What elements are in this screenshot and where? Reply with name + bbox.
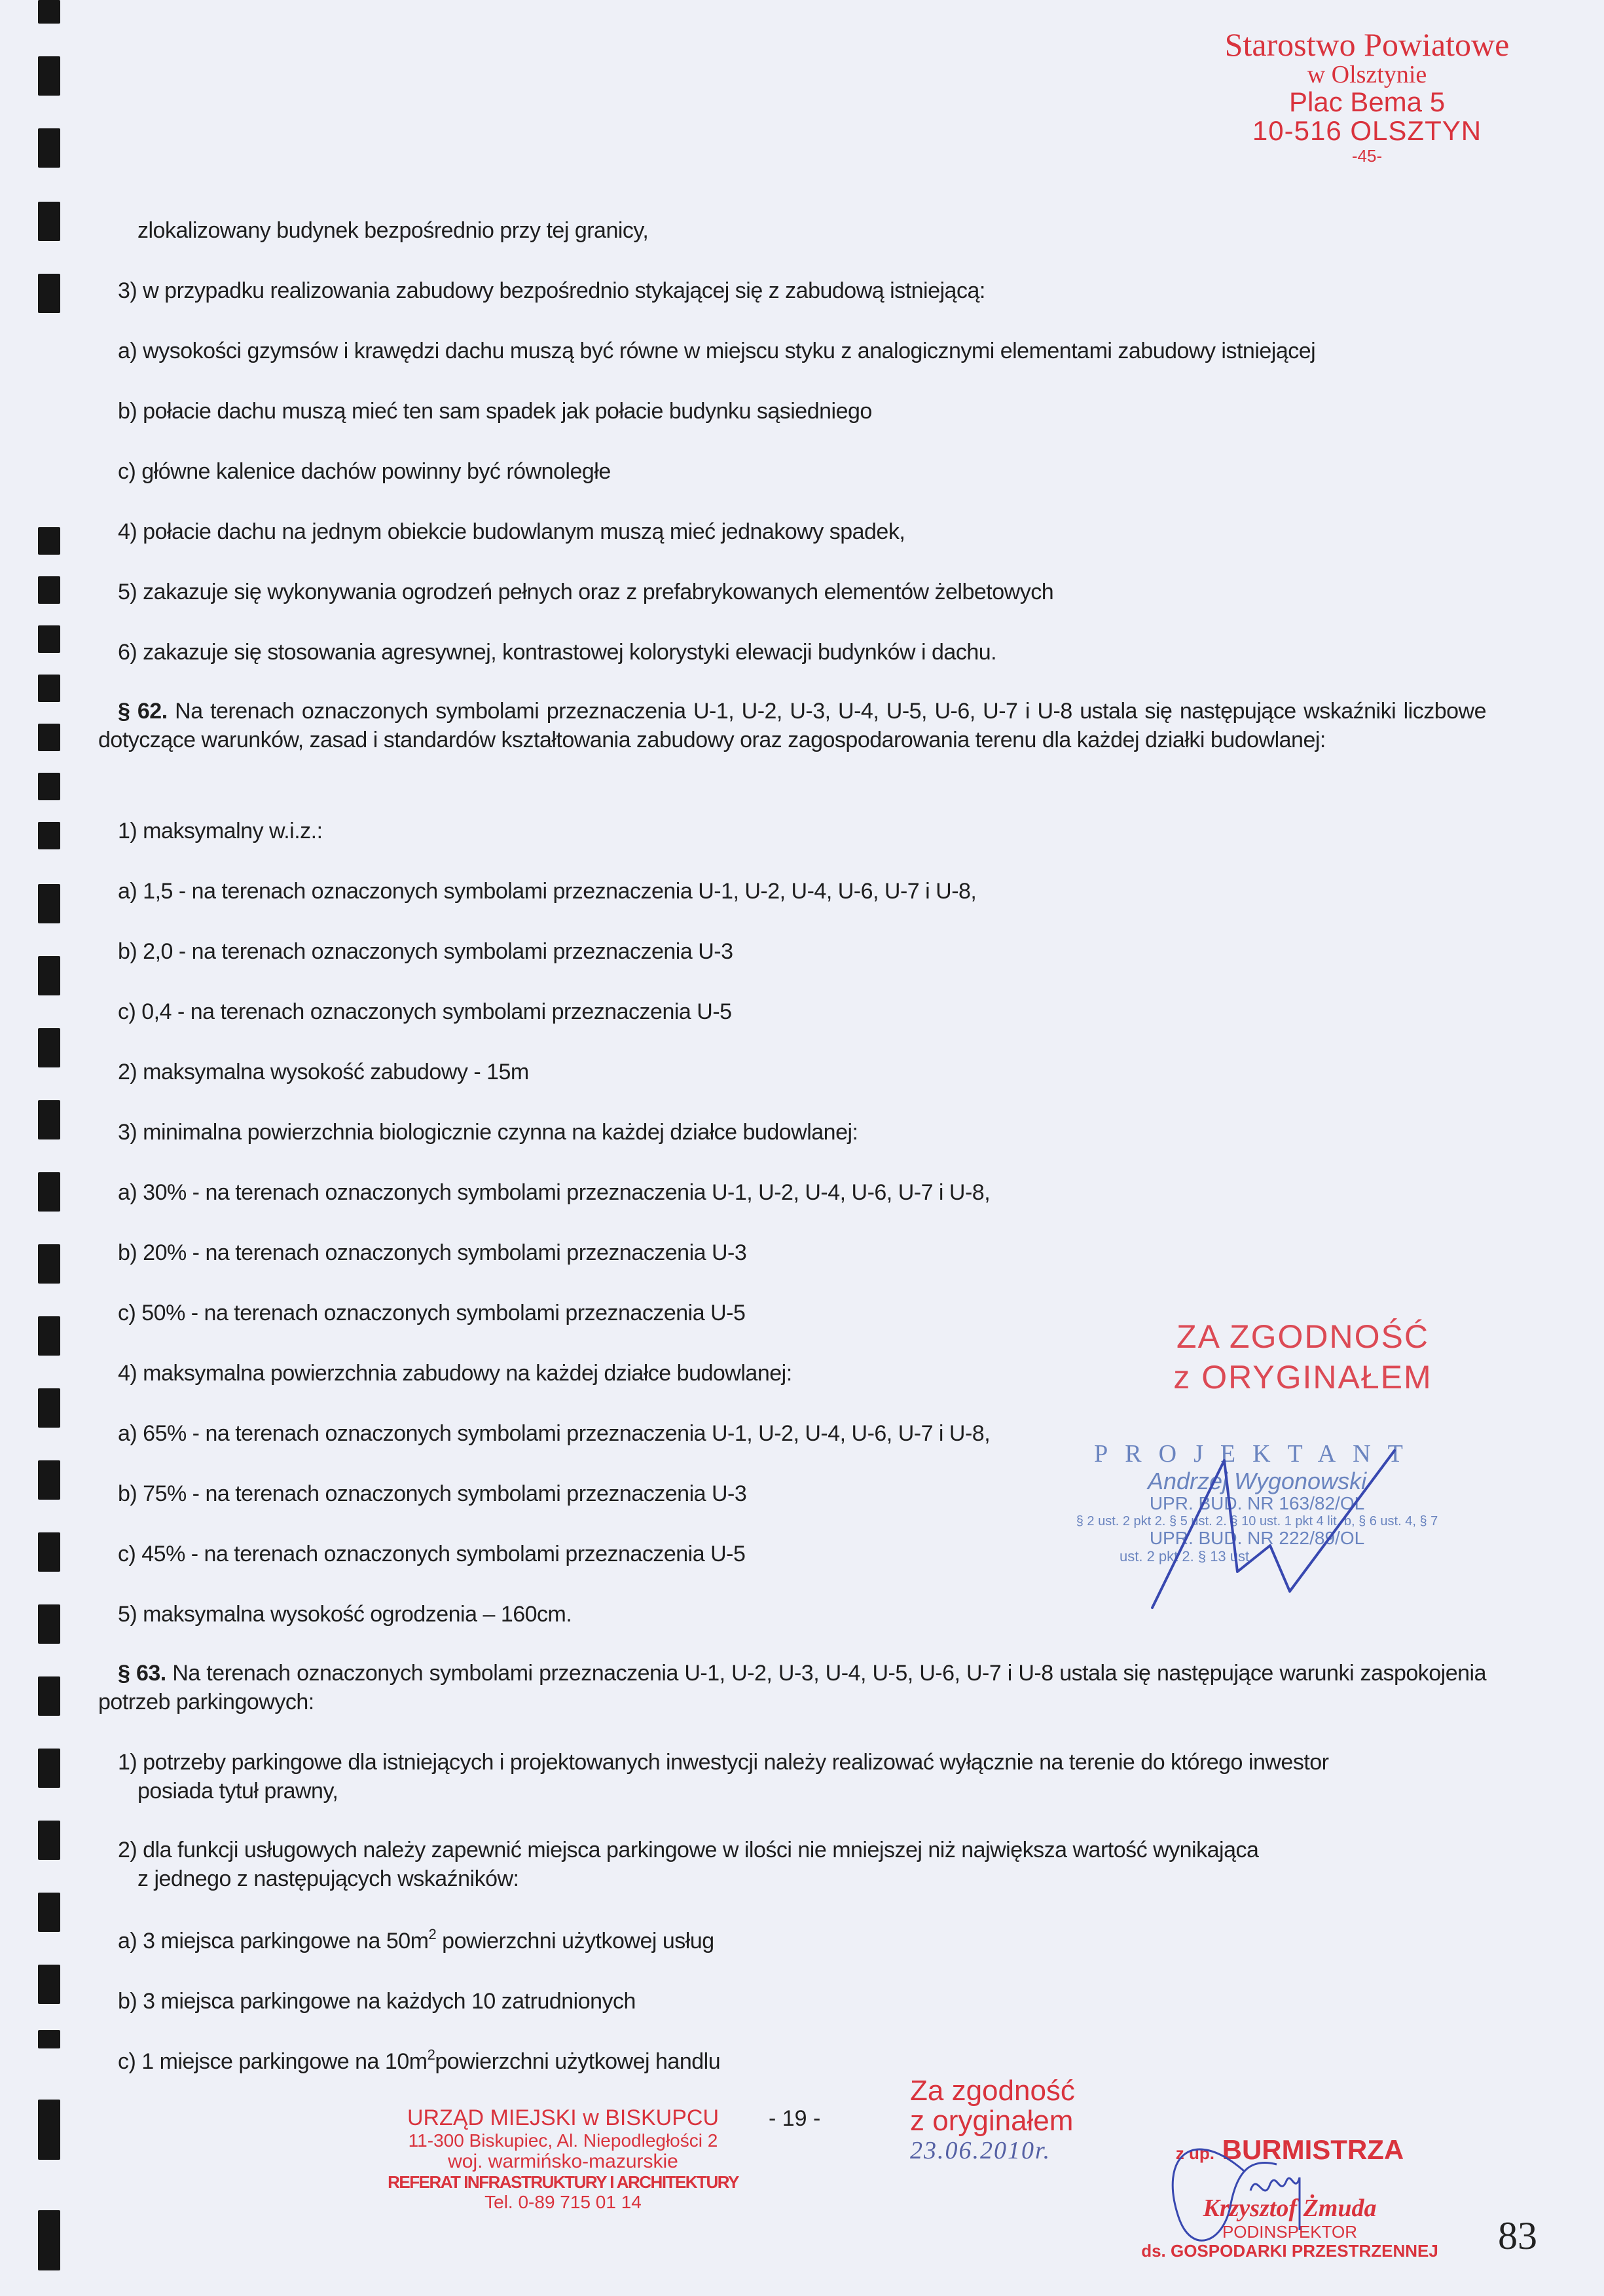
list-item-text: a) 3 miejsca parkingowe na 50m [118,1929,429,1953]
text-line: 6) zakazuje się stosowania agresywnej, kontrastowej kolorystyki elewacji budynków i dachu. [118,640,997,665]
binder-mark [38,274,60,313]
paragraph-label: § 62. [118,699,168,724]
paragraph-text: Na terenach oznaczonych symbolami przeznaczenia U-1, U-2, U-3, U-4, U-5, U-6, U-7 i U-8 ustala się następujące wskaźniki liczbowe dotyczące warunków, zasad i standardów kształtowania zabudowy oraz zagospodarowania terenu dla każdej działki budowlanej: [98,699,1487,752]
stamp-name: Krzysztof Żmuda [1203,2194,1377,2223]
stamp-line: URZĄD MIEJSKI w BISKUPCU [407,2105,720,2130]
list-item: 5) maksymalna wysokość ogrodzenia – 160cm. [118,1602,572,1627]
list-item: 2) maksymalna wysokość zabudowy - 15m [118,1060,529,1084]
stamp-page-ref: -45- [1351,145,1383,166]
binder-mark [38,56,60,96]
list-item: 2) dla funkcji usługowych należy zapewnić miejsca parkingowe w ilości nie mniejszej niż największa wartość wynikająca [118,1838,1259,1862]
stamp-title [1126,2135,1453,2165]
paragraph-label: § 63. [118,1661,166,1686]
list-item: a) 1,5 - na terenach oznaczonych symbolami przeznaczenia U-1, U-2, U-4, U-6, U-7 i U-8, [118,879,977,904]
binder-mark [38,0,60,24]
binder-mark [38,2030,60,2048]
stamp-line: Plac Bema 5 [1288,86,1446,118]
superscript: 2 [427,2046,435,2063]
binder-mark [38,625,60,653]
binder-mark [38,675,60,702]
text-line: zlokalizowany budynek bezpośrednio przy tej granicy, [137,218,649,243]
stamp-line: w Olsztynie [1307,60,1427,88]
text-line: a) wysokości gzymsów i krawędzi dachu muszą być równe w miejscu styku z analogicznymi elementami zabudowy istniejącej [118,339,1316,363]
binder-mark [38,1604,60,1644]
list-item: c) 45% - na terenach oznaczonych symbolami przeznaczenia U-5 [118,1542,746,1566]
stamp-scope: § 2 ust. 2 pkt 2. § 5 ust. 2. § 10 ust. 1 pkt 4 lit. b, § 6 ust. 4, § 7 [1076,1514,1438,1529]
stamp-line: Tel. 0-89 715 01 14 [484,2192,642,2213]
binder-mark [38,2210,60,2270]
binder-mark [38,1749,60,1788]
stamp-scope: ust. 2 pkt 2. § 13 ust. [1120,1547,1254,1565]
stamp-line: ZA ZGODNOŚĆ [1176,1318,1429,1355]
stamp-position: PODINSPEKTOR [1222,2221,1358,2242]
text-line: c) główne kalenice dachów powinny być równoległe [118,459,611,484]
list-item [118,2046,721,2075]
binder-mark [38,1028,60,1067]
starostwo-stamp [1216,28,1518,165]
list-item: b) 3 miejsca parkingowe na każdych 10 zatrudnionych [118,1989,636,2014]
handwritten-date: 23.06.2010r. [910,2137,1051,2164]
stamp-line: Starostwo Powiatowe [1224,26,1510,63]
binder-mark [38,1965,60,2004]
list-item: 1) potrzeby parkingowe dla istniejących i projektowanych inwestycji należy realizować wyłącznie na terenie do którego inwestor [118,1750,1329,1775]
stamp-title-text: BURMISTRZA [1222,2134,1404,2165]
list-item: 1) maksymalny w.i.z.: [118,819,323,843]
superscript: 2 [428,1926,437,1942]
text-line: 3) w przypadku realizowania zabudowy bezpośrednio stykającej się z zabudową istniejącą: [118,278,985,303]
binder-mark [38,773,60,800]
binder-mark [38,1316,60,1356]
list-item-text: c) 1 miejsce parkingowe na 10m [118,2049,428,2074]
list-item: b) 75% - na terenach oznaczonych symbolami przeznaczenia U-3 [118,1481,747,1506]
stamp-line: Za zgodność [910,2075,1075,2107]
binder-mark [38,202,60,241]
binder-mark [38,1388,60,1428]
stamp-license: UPR. BUD. NR 163/82/OL [1149,1493,1365,1514]
certified-copy-stamp [1159,1316,1447,1398]
paragraph-text: Na terenach oznaczonych symbolami przeznaczenia U-1, U-2, U-3, U-4, U-5, U-6, U-7 i U-8 ustala się następujące warunki zaspokojenia potrzeb parkingowych: [98,1661,1487,1714]
stamp-line: z oryginałem [910,2105,1074,2137]
list-item-text: powierzchni użytkowej usług [436,1929,714,1953]
binder-mark [38,724,60,751]
list-item: b) 20% - na terenach oznaczonych symbolami przeznaczenia U-3 [118,1240,747,1265]
list-item-continuation: posiada tytuł prawny, [137,1779,338,1804]
certified-copy-stamp-small [910,2076,1075,2136]
list-item: 3) minimalna powierzchnia biologicznie czynna na każdej działce budowlanej: [118,1120,858,1145]
designer-stamp [1074,1441,1440,1565]
binder-mark [38,1172,60,1212]
list-item: b) 2,0 - na terenach oznaczonych symbolami przeznaczenia U-3 [118,939,733,964]
stamp-license: UPR. BUD. NR 222/89/OL [1149,1528,1365,1549]
text-line: 4) połacie dachu na jednym obiekcie budowlanym muszą mieć jednakowy spadek, [118,519,905,544]
list-item: 4) maksymalna powierzchnia zabudowy na każdej działce budowlanej: [118,1361,792,1386]
stamp-line: REFERAT INFRASTRUKTURY I ARCHITEKTURY [388,2172,738,2193]
binder-mark [38,1244,60,1284]
stamp-title: PROJEKTANT [1094,1440,1420,1468]
stamp-name: Andrzej Wygonowski [1147,1467,1367,1494]
paragraph-62 [98,697,1486,754]
list-item: a) 30% - na terenach oznaczonych symbolami przeznaczenia U-1, U-2, U-4, U-6, U-7 i U-8, [118,1180,991,1205]
stamp-prefix: z up. [1175,2143,1214,2163]
sheet-number: 83 [1498,2214,1537,2257]
list-item: c) 50% - na terenach oznaczonych symbolami przeznaczenia U-5 [118,1301,746,1325]
stamp-line: z ORYGINAŁEM [1173,1359,1432,1396]
list-item [118,1926,714,1954]
binder-mark [38,527,60,555]
paragraph-63 [98,1659,1486,1716]
stamp-line: woj. warmińsko-mazurskie [448,2151,678,2173]
binder-margin-marks [38,0,62,2296]
stamp-department: ds. GOSPODARKI PRZESTRZENNEJ [1141,2240,1438,2261]
binder-mark [38,884,60,923]
list-item: c) 0,4 - na terenach oznaczonych symbolami przeznaczenia U-5 [118,999,732,1024]
stamp-line: 10-516 OLSZTYN [1252,115,1482,147]
binder-mark [38,1460,60,1500]
binder-mark [38,1532,60,1572]
binder-mark [38,1100,60,1139]
list-item-text: powierzchni użytkowej handlu [435,2049,721,2074]
binder-mark [38,2100,60,2160]
binder-mark [38,1821,60,1860]
list-item-continuation: z jednego z następujących wskaźników: [137,1866,519,1891]
town-office-stamp [367,2105,759,2213]
binder-mark [38,128,60,168]
binder-mark [38,1893,60,1932]
stamp-line: 11-300 Biskupiec, Al. Niepodległości 2 [408,2130,718,2151]
binder-mark [38,1676,60,1716]
binder-mark [38,822,60,849]
binder-mark [38,956,60,995]
text-line: 5) zakazuje się wykonywania ogrodzeń pełnych oraz z prefabrykowanych elementów żelbetowych [118,580,1054,604]
mayor-stamp [1126,2135,1453,2260]
binder-mark [38,576,60,604]
text-line: b) połacie dachu muszą mieć ten sam spadek jak połacie budynku sąsiedniego [118,399,872,424]
page-number: - 19 - [769,2106,821,2131]
list-item: a) 65% - na terenach oznaczonych symbolami przeznaczenia U-1, U-2, U-4, U-6, U-7 i U-8, [118,1421,991,1446]
